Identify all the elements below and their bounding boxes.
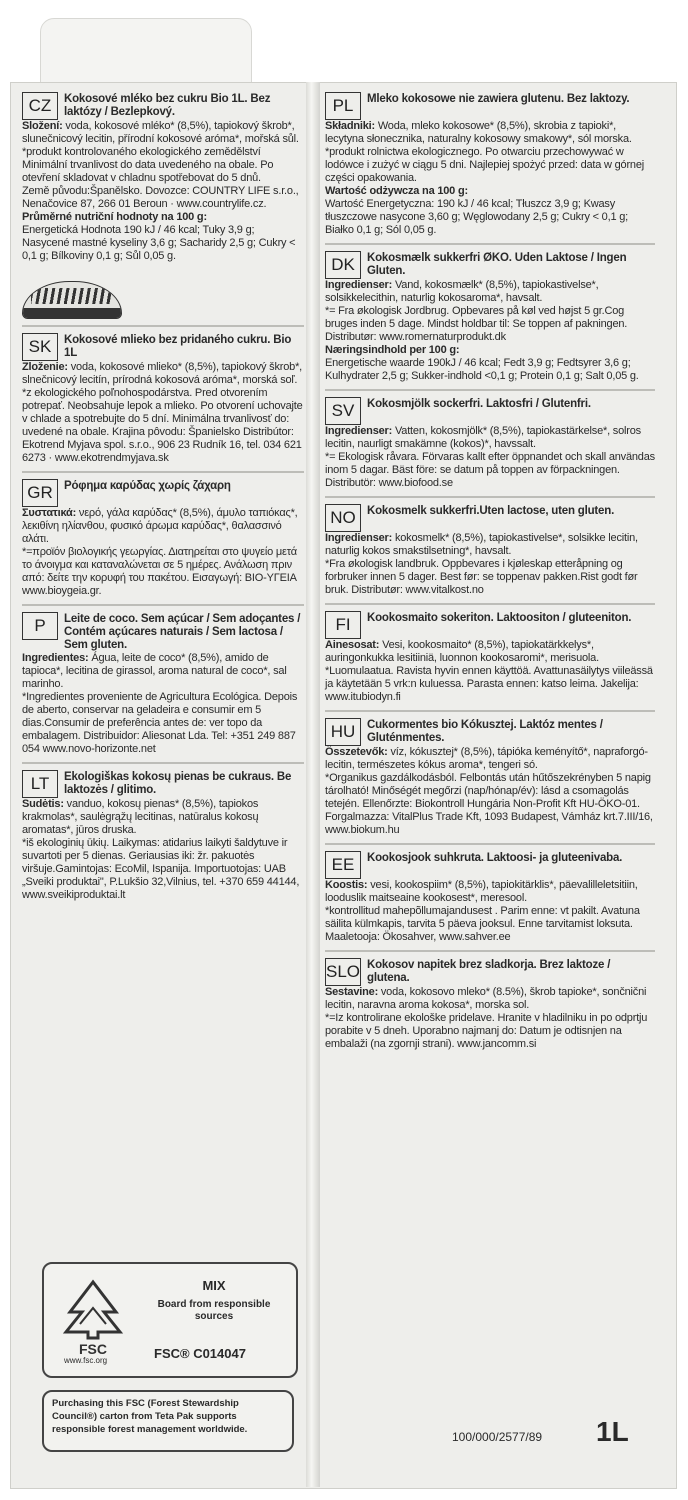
section-rest: *=Iz kontrolirane ekološke pridelave. Hranite v hladilniku in po odprtju porabite v 5 dneh. Uporabno najmanj do: Datum je odtisnjen na embalaži (na zgornji strani). www.jancomm.si (325, 1012, 648, 1050)
section-body (22, 798, 304, 902)
ingredients-text: kokosmelk* (8,5%), tapiokastivelse*, solsikke lecitin, naturlig kokos smakstilsetning*, havsalt. (325, 532, 638, 557)
section-title: Ekologiškas kokosų pienas be cukraus. Be laktozės / glitimo. (64, 771, 292, 796)
ingredients-label: Ingredienser: (325, 279, 393, 291)
language-code: EE (325, 851, 361, 879)
language-code: FI (325, 611, 361, 639)
fsc-tree-icon (58, 1278, 128, 1358)
section-cz (22, 92, 304, 269)
fsc-statement: Purchasing this FSC (Forest Stewardship Council®) carton from Teta Pak supports responsible forest management worldwide. (42, 1390, 294, 1452)
section-title: Kookosmaito sokeriton. Laktoositon / gluteeniton. (367, 612, 632, 624)
section-title: Kokosmjölk sockerfri. Laktosfri / Glutenfri. (367, 398, 591, 410)
section-rest: *=προϊόν βιολογικής γεωργίας. Διατηρείται στο ψυγείο μετά το άνοιγμα και καταναλώνεται σε 5 ημέρες. Ανάλωση πριν από: δείτε την κορυφή του πακέτου. Εισαγωγή: BIO-ΥΓΕΙΑ www.bioygeia.gr. (22, 546, 297, 597)
ingredients-text: νερό, γάλα καρύδας* (8,5%), άμυλο ταπιόκας*, λεκιθίνη ηλίανθου, φυσικό άρωμα καρύδας*, θαλασσινό αλάτι. (22, 507, 298, 545)
language-code: SK (22, 333, 58, 361)
ingredients-text: voda, kokosové mlieko* (8,5%), tapiokový škrob*, slnečnicový lecitín, prírodná kokosová aróma*, morská soľ. (22, 361, 303, 386)
section-hu (325, 718, 655, 845)
eu-organic-leaf-icon (22, 281, 122, 319)
section-body (22, 507, 304, 598)
section-rest: *Fra økologisk landbruk. Oppbevares i kjøleskap etteråpning og forbruker innen 5 dager. Best før: se toppenav pakken.Rist godt før bruk. Distributør: www.vitalkost.no (325, 558, 638, 596)
carton-fold (306, 82, 320, 1487)
language-code: PL (325, 92, 361, 120)
storage-note: Minimální trvanlivost do data uvedeného na obale. Po otevření skladovat v chladnu spotřebovat do 5 dnů. (22, 159, 274, 184)
ingredients-label: Složení: (22, 120, 63, 132)
section-slo (325, 958, 655, 1057)
ingredients-text: voda, kokosové mléko* (8,5%), tapiokový škrob*, slunečnicový lecitin, přírodní kokosové aróma*, mořská sůl. (22, 120, 299, 145)
ingredients-text: voda, kokosovo mleko* (8.5%), škrob tapioke*, sončnični lecitin, naravna aroma kokosa*, morska sol. (325, 986, 647, 1011)
language-code: LT (22, 770, 58, 798)
section-rest: *kontrollitud mahepõllumajandusest . Parim enne: vt pakilt. Avatuna säilita külmkapis, tarvita 5 päeva jooksul. Enne tarvitamist loksuta. Maaletooja: Ökosahver, www.sahver.ee (325, 905, 640, 943)
section-title: Ρόφημα καρύδας χωρίς ζάχαρη (64, 480, 231, 492)
organic-note: *produkt kontrolovaného ekologického zemědělství (22, 146, 261, 158)
section-rest: *iš ekologinių ūkių. Laikymas: atidarius laikyti šaldytuve ir suvartoti per 5 dienas. Geriausias iki: žr. pakuotės viršuje.Gamintojas: EcoMil, Ispanija. Importuotojas: UAB „Sveiki produktai", P.Lukšio 32,Vilnius, tel. +370 659 44144, www.sveikiproduktai.lt (22, 837, 300, 901)
section-rest: *z ekologického poľnohospodárstva. Pred otvorením potrepať. Neobsahuje lepok a mlieko. Po otvorení uchovajte v chlade a spotrebujte do 5 dní. Minimálna trvanlivosť do: uvedené na obale. Krajina pôvodu: Španielsko Distribútor: Ekotrend Myjava spol. s.r.o., 906 23 Rudník 16, tel. 034 621 6273 · www.ekotrendmyjava.sk (22, 387, 303, 464)
ingredients-text: víz, kókusztej* (8,5%), tápióka keményítő*, napraforgó-lecitin, természetes kókus aroma*, tengeri só. (325, 746, 648, 771)
section-p (22, 612, 304, 764)
ingredients-text: Woda, mleko kokosowe* (8,5%), skrobia z tapioki*, lecytyna słonecznika, naturalny kokosowy smakowy*, sól morska. (325, 120, 632, 145)
ingredients-label: Sudėtis: (22, 798, 64, 810)
language-code: NO (325, 504, 361, 532)
section-rest: *produkt rolnictwa ekologicznego. Po otwarciu przechowywać w lodówce i zużyć w ciągu 5 dni. Najlepiej spożyć przed: data w górnej części opakowania. (325, 146, 645, 184)
section-rest: *= Ekologisk råvara. Förvaras kallt efter öppnandet och skall användas inom 5 dagar. Bäst före: se datum på toppen av förpackningen. Distributör: www.biofood.se (325, 451, 655, 489)
nutrition-label: Wartość odżywcza na 100 g: (325, 185, 468, 197)
language-code: HU (325, 718, 361, 746)
batch-code: 100/000/2577/89 (452, 1430, 543, 1444)
section-body (325, 639, 655, 704)
language-code: DK (325, 251, 361, 279)
section-title: Kokosmælk sukkerfri ØKO. Uden Laktose / Ingen Gluten. (367, 252, 627, 277)
section-title: Kokosové mléko bez cukru Bio 1L. Bez laktózy / Bezlepkový. (64, 93, 271, 118)
section-pl (325, 92, 655, 245)
ingredients-label: Składniki: (325, 120, 375, 132)
nutrition-label: Næringsindhold per 100 g: (325, 344, 460, 356)
section-no (325, 504, 655, 605)
section-body (325, 279, 655, 383)
ingredients-label: Összetevők: (325, 746, 388, 758)
language-code: P (22, 612, 58, 640)
fsc-source-label: Board from responsible sources (157, 1299, 271, 1322)
right-column (325, 92, 655, 1063)
ingredients-label: Ingredientes: (22, 652, 89, 664)
section-rest: *Ingredientes proveniente de Agricultura Ecológica. Depois de aberto, conservar na geladeira e consumir em 5 dias.Consumir de preferência antes de: ver topo da embalagem. Distribuidor: Aliesonat Lda. Tel: +351 249 887 054 www.novo-horizonte.net (22, 691, 298, 755)
section-dk (325, 251, 655, 391)
section-title: Mleko kokosowe nie zawiera glutenu. Bez laktozy. (367, 93, 630, 105)
ingredients-label: Συστατικά: (22, 507, 77, 519)
section-body (325, 532, 655, 597)
importer-note: Země původu:Španělsko. Dovozce: COUNTRY LIFE s.r.o., Nenačovice 87, 266 01 Beroun · www.countrylife.cz. (22, 185, 299, 210)
language-code: SV (325, 397, 361, 425)
section-sk (22, 333, 304, 473)
volume-label: 1L (596, 1416, 629, 1447)
ingredients-text: vanduo, kokosų pienas* (8,5%), tapiokos krakmolas*, saulėgrąžų lecitinas, natūralus kokosų aromatas*, jūros druska. (22, 798, 259, 836)
language-code: SLO (325, 958, 361, 986)
ingredients-label: Sestavine: (325, 986, 379, 998)
section-title: Kokosov napitek brez sladkorja. Brez laktoze / glutena. (367, 959, 611, 984)
eu-organic-logo-row (22, 275, 304, 327)
nutrition-text: Wartość Energetyczna: 190 kJ / 46 kcal; Tłuszcz 3,9 g; Kwasy tłuszczowe nasycone 3,60 g; Węglowodany 2,5 g; Cukry < 0,1 g; Białko 0,1 g; Sól 0,05 g. (325, 198, 629, 236)
language-code: GR (22, 479, 58, 507)
fsc-mix-label: MIX (202, 1278, 226, 1293)
section-title: Kookosjook suhkruta. Laktoosi- ja gluteenivaba. (367, 852, 623, 864)
section-title: Kokosmelk sukkerfri.Uten lactose, uten gluten. (367, 505, 615, 517)
section-body (325, 425, 655, 490)
ingredients-label: Ingredienser: (325, 532, 393, 544)
section-ee (325, 851, 655, 952)
section-title: Kokosové mlieko bez pridaného cukru. Bio 1L (64, 334, 292, 359)
section-body (325, 746, 655, 837)
section-body (22, 652, 304, 756)
ingredients-text: vesi, kookospiim* (8,5%), tapiokitärklis*, päevalilleletsitiin, looduslik maitseaine kookosest*, meresool. (325, 879, 638, 904)
section-body (325, 879, 655, 944)
section-rest: *Luomulaatua. Ravista hyvin ennen käyttöä. Avattunasäilytys viileässä ja käytetään 5 vrk:n kuluessa. Parasta ennen: katso leima. Jakelija: www.itubiodyn.fi (325, 665, 653, 703)
ingredients-label: Ingredienser: (325, 425, 393, 437)
ingredients-text: Vesi, kookosmaito* (8,5%), tapiokatärkkelys*, auringonkukka lesitiiniä, luonnon kookosaromi*, merisuola. (325, 639, 599, 664)
fsc-logo-text: FSC (79, 1341, 107, 1357)
ingredients-label: Zloženie: (22, 361, 68, 373)
fsc-certification-box (42, 1262, 298, 1378)
section-title: Cukormentes bio Kókusztej. Laktóz mentes / Gluténmentes. (367, 719, 603, 744)
ingredients-label: Ainesosat: (325, 639, 380, 651)
section-title: Leite de coco. Sem açúcar / Sem adoçantes / Contém açúcares naturais / Sem lactosa / Sem gluten. (64, 613, 301, 651)
section-body (325, 986, 655, 1051)
section-rest: *Organikus gazdálkodásból. Felbontás után hűtőszekrényben 5 napig tárolható! Minőségét megőrzi (nap/hónap/év): lásd a csomagolás tetején. Ellenőrzte: Biokontroll Hungária Non-Profit Kft HU-ÖKO-01. Forgalmazza: VitalPlus Trade Kft, 1093 Budapest, Vámház krt.7.III/16, www.biokum.hu (325, 772, 653, 836)
nutrition-text: Energetická Hodnota 190 kJ / 46 kcal; Tuky 3,9 g; Nasycené mastné kyseliny 3,6 g; Sacharidy 2,5 g; Cukry < 0,1 g; Bílkoviny 0,1 g; Sůl 0,05 g. (22, 224, 296, 262)
section-body (22, 120, 304, 263)
fsc-license-code: FSC® C014047 (154, 1346, 246, 1361)
section-body (325, 120, 655, 237)
ingredients-text: Vatten, kokosmjölk* (8,5%), tapiokastärkelse*, solros lecitin, naurligt smakämne (kokos)*, havssalt. (325, 425, 641, 450)
section-rest: *= Fra økologisk Jordbrug. Opbevares på køl ved højst 5 gr.Cog bruges inden 5 dage. Mindst holdbar til: Se toppen af pakningen. Distributør: www.romernaturprodukt.dk (325, 305, 628, 343)
section-lt (22, 770, 304, 908)
section-gr (22, 479, 304, 606)
section-body (22, 361, 304, 465)
fsc-url: www.fsc.org (64, 1356, 108, 1365)
language-code: CZ (22, 92, 58, 120)
ingredients-text: Vand, kokosmælk* (8,5%), tapiokastivelse*, solsikkelecithin, naturlig kokosaroma*, havsalt. (325, 279, 599, 304)
section-sv (325, 397, 655, 498)
section-fi (325, 611, 655, 712)
left-column (22, 92, 304, 914)
nutrition-text: Energetische waarde 190kJ / 46 kcal; Fedt 3,9 g; Fedtsyrer 3,6 g; Kulhydrater 2,5 g; Sukker-indhold <0,1 g; Protein 0,1 g; Salt 0,05 g. (325, 357, 639, 382)
ingredients-text: Água, leite de coco* (8,5%), amido de tapioca*, lecitina de girassol, aroma natural de coco*, sal marinho. (22, 652, 287, 690)
ingredients-label: Koostis: (325, 879, 368, 891)
nutrition-label: Průměrné nutriční hodnoty na 100 g: (22, 211, 207, 223)
